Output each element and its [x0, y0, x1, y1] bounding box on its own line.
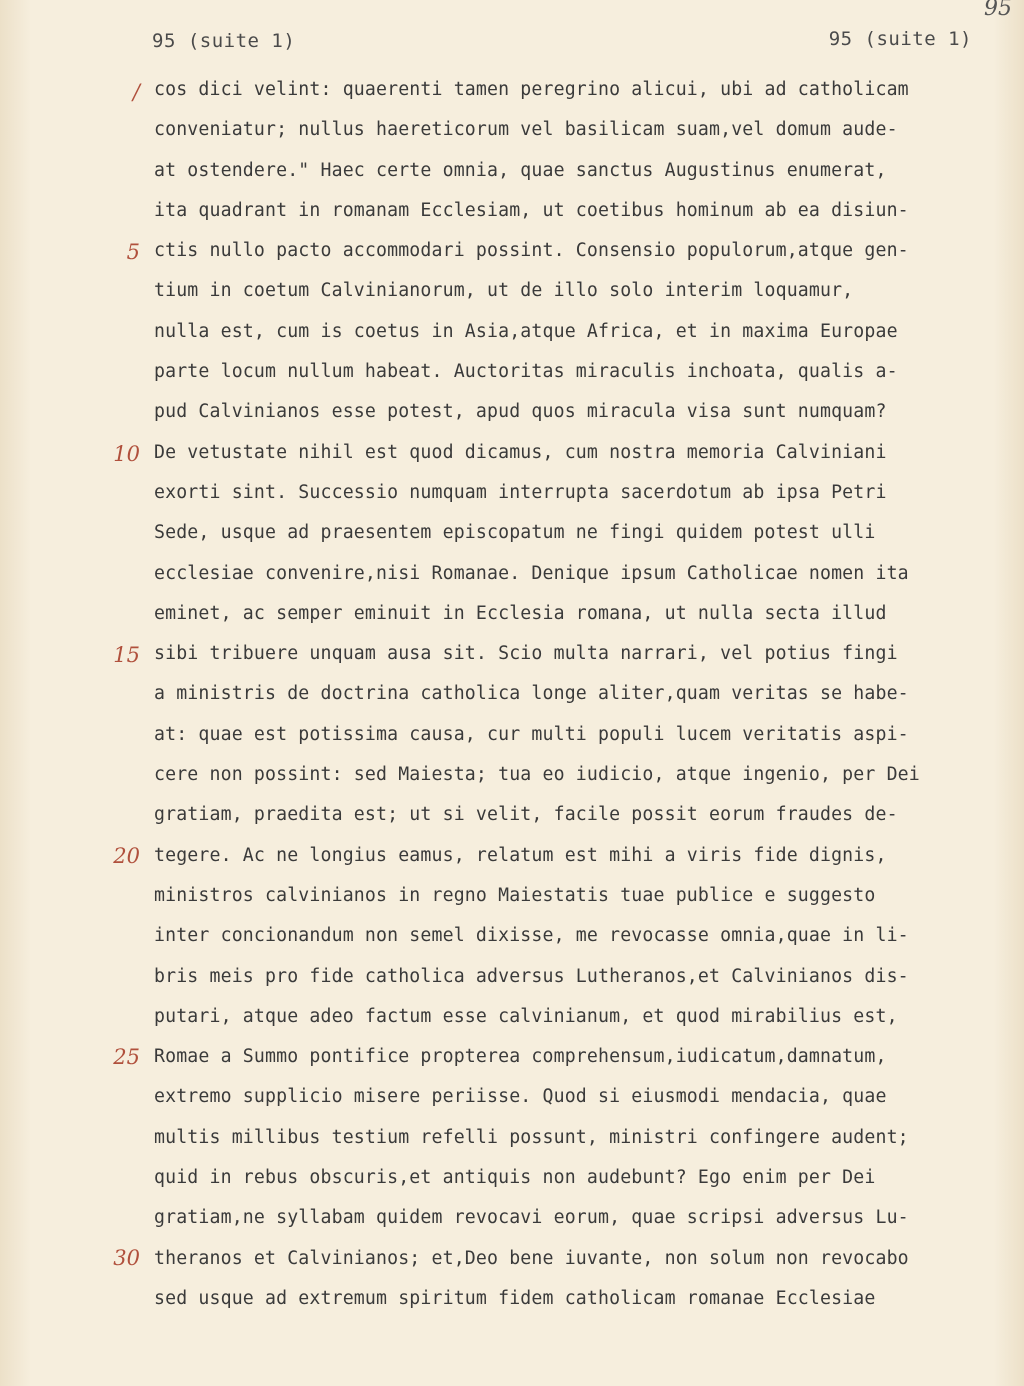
text-line: multis millibus testium refelli possunt, ministri confingere audent;	[154, 1126, 909, 1148]
text-line: at ostendere." Haec certe omnia, quae sanctus Augustinus enumerat,	[154, 159, 887, 181]
text-line: inter concionandum non semel dixisse, me revocasse omnia,quae in li-	[154, 925, 909, 947]
text-line: a ministris de doctrina catholica longe aliter,quam veritas se habe-	[154, 683, 909, 705]
line-marker-5: 5	[126, 240, 140, 264]
text-line: theranos et Calvinianos; et,Deo bene iuvante, non solum non revocabo	[154, 1247, 909, 1269]
text-line: bris meis pro fide catholica adversus Lutheranos,et Calvinianos dis-	[154, 965, 909, 987]
line-marker-30: 30	[113, 1246, 140, 1270]
text-line: gratiam,ne syllabam quidem revocavi eorum, quae scripsi adversus Lu-	[154, 1207, 909, 1229]
text-line: De vetustate nihil est quod dicamus, cum nostra memoria Calviniani	[154, 441, 887, 463]
text-line: ctis nullo pacto accommodari possint. Consensio populorum,atque gen-	[154, 240, 909, 262]
text-line: Sede, usque ad praesentem episcopatum ne fingi quidem potest ulli	[154, 522, 876, 544]
text-line: exorti sint. Successio numquam interrupta sacerdotum ab ipsa Petri	[154, 481, 887, 503]
line-marker-20: 20	[113, 844, 140, 868]
typed-body-text	[154, 75, 1006, 1324]
text-line: at: quae est potissima causa, cur multi populi lucem veritatis aspi-	[154, 723, 909, 745]
text-line: tium in coetum Calvinianorum, ut de illo solo interim loquamur,	[154, 280, 854, 302]
text-line: nulla est, cum is coetus in Asia,atque Africa, et in maxima Europae	[154, 320, 898, 342]
text-line: cos dici velint: quaerenti tamen peregrino alicui, ubi ad catholicam	[154, 79, 909, 100]
text-line: eminet, ac semper eminuit in Ecclesia romana, ut nulla secta illud	[154, 602, 887, 624]
text-line: extremo supplicio misere periisse. Quod si eiusmodi mendacia, quae	[154, 1086, 887, 1108]
page-number-left: 95 (suite 1)	[152, 30, 296, 52]
text-line: sibi tribuere unquam ausa sit. Scio multa narrari, vel potius fingi	[154, 643, 898, 665]
text-line: sed usque ad extremum spiritum fidem catholicam romanae Ecclesiae	[154, 1287, 876, 1309]
page-number-right: 95 (suite 1)	[828, 28, 972, 50]
text-line: gratiam, praedita est; ut si velit, facile possit eorum fraudes de-	[154, 804, 898, 826]
text-line: ecclesiae convenire,nisi Romanae. Denique ipsum Catholicae nomen ita	[154, 562, 909, 584]
line-marker-25: 25	[113, 1045, 140, 1069]
line-marker-15: 15	[113, 643, 140, 667]
text-line: conveniatur; nullus haereticorum vel basilicam suam,vel domum aude-	[154, 119, 898, 141]
text-line: tegere. Ac ne longius eamus, relatum est mihi a viris fide dignis,	[154, 844, 887, 866]
text-line: ministros calvinianos in regno Maiestatis tuae publice e suggesto	[154, 884, 876, 906]
text-line: ita quadrant in romanam Ecclesiam, ut coetibus hominum ab ea disiun-	[154, 199, 909, 221]
line-marker-1: /	[132, 80, 140, 104]
text-line: parte locum nullum habeat. Auctoritas miraculis inchoata, qualis a-	[154, 361, 898, 383]
handwritten-page-mark: 95	[984, 0, 1012, 21]
text-line: Romae a Summo pontifice propterea comprehensum,iudicatum,damnatum,	[154, 1046, 887, 1068]
text-line: putari, atque adeo factum esse calvinianum, et quod mirabilius est,	[154, 1005, 898, 1027]
text-line: cere non possint: sed Maiesta; tua eo iudicio, atque ingenio, per Dei	[154, 764, 920, 786]
line-marker-10: 10	[113, 442, 140, 466]
text-line: pud Calvinianos esse potest, apud quos miracula visa sunt numquam?	[154, 401, 887, 423]
text-line: quid in rebus obscuris,et antiquis non audebunt? Ego enim per Dei	[154, 1167, 876, 1189]
